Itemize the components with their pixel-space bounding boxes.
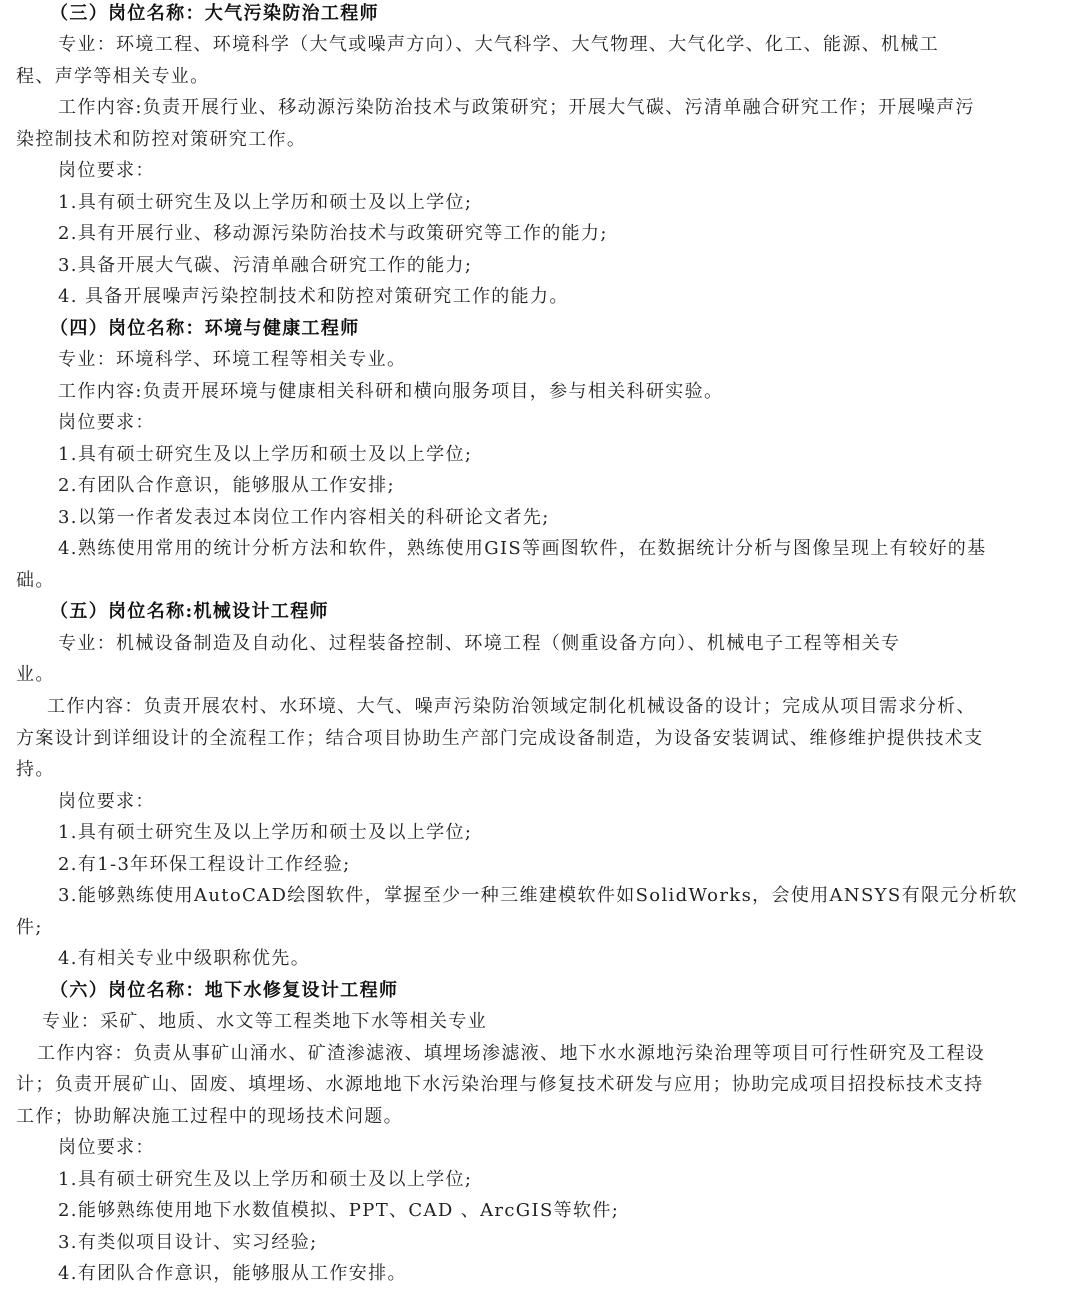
section-3-major-cont: 程、声学等相关专业。 xyxy=(16,66,210,87)
section-5-req-3: 3.能够熟练使用AutoCAD绘图软件，掌握至少一种三维建模软件如SolidWorks，会使用ANSYS有限元分析软 xyxy=(58,885,1018,906)
section-5-major: 专业：机械设备制造及自动化、过程装备控制、环境工程（侧重设备方向）、机械电子工程等相关专 xyxy=(58,633,901,654)
section-6-req-2: 2.能够熟练使用地下水数值模拟、PPT、CAD 、ArcGIS等软件; xyxy=(58,1200,620,1221)
section-3-duties-cont: 染控制技术和防控对策研究工作。 xyxy=(16,129,307,150)
section-6-duties: 工作内容：负责从事矿山涌水、矿渣渗滤液、填埋场渗滤液、地下水水源地污染治理等项目可行性研究及工程设 xyxy=(37,1043,986,1064)
section-6-req-4: 4.有团队合作意识，能够服从工作安排。 xyxy=(58,1263,407,1284)
section-6-req-3: 3.有类似项目设计、实习经验; xyxy=(58,1232,318,1253)
section-5-req-1: 1.具有硕士研究生及以上学历和硕士及以上学位; xyxy=(58,822,473,843)
section-5-duties-cont-1: 方案设计到详细设计的全流程工作；结合项目协助生产部门完成设备制造，为设备安装调试、维修维护提供技术支 xyxy=(16,728,984,749)
section-4-requirements-label: 岗位要求： xyxy=(58,412,155,433)
section-5-req-4: 4.有相关专业中级职称优先。 xyxy=(58,948,311,969)
section-3-major: 专业：环境工程、环境科学（大气或噪声方向）、大气科学、大气物理、大气化学、化工、能源、机械工 xyxy=(58,34,940,55)
section-3-req-2: 2.具有开展行业、移动源污染防治技术与政策研究等工作的能力; xyxy=(58,223,608,244)
section-4-heading: （四）岗位名称：环境与健康工程师 xyxy=(50,318,360,339)
section-6-major: 专业：采矿、地质、水文等工程类地下水等相关专业 xyxy=(42,1011,488,1032)
section-5-requirements-label: 岗位要求： xyxy=(58,791,155,812)
section-6-req-1: 1.具有硕士研究生及以上学历和硕士及以上学位; xyxy=(58,1169,473,1190)
section-3-req-4: 4. 具备开展噪声污染控制技术和防控对策研究工作的能力。 xyxy=(58,286,569,307)
section-3-duties: 工作内容:负责开展行业、移动源污染防治技术与政策研究；开展大气碳、污清单融合研究工作；开展噪声污 xyxy=(58,97,975,118)
section-4-req-1: 1.具有硕士研究生及以上学历和硕士及以上学位; xyxy=(58,444,473,465)
section-4-duties: 工作内容:负责开展环境与健康相关科研和横向服务项目，参与相关科研实验。 xyxy=(58,381,724,402)
section-5-req-2: 2.有1-3年环保工程设计工作经验; xyxy=(58,854,351,875)
section-3-req-1: 1.具有硕士研究生及以上学历和硕士及以上学位; xyxy=(58,192,473,213)
section-5-req-3-cont: 件; xyxy=(16,917,43,938)
section-3-heading: （三）岗位名称：大气污染防治工程师 xyxy=(50,3,379,24)
section-4-req-2: 2.有团队合作意识，能够服从工作安排; xyxy=(58,475,395,496)
section-6-duties-cont-2: 工作；协助解决施工过程中的现场技术问题。 xyxy=(16,1106,403,1127)
section-5-heading: （五）岗位名称:机械设计工程师 xyxy=(50,601,329,622)
section-4-req-4: 4.熟练使用常用的统计分析方法和软件，熟练使用GIS等画图软件，在数据统计分析与图像呈现上有较好的基 xyxy=(58,538,987,559)
section-3-requirements-label: 岗位要求： xyxy=(58,160,155,181)
section-4-major: 专业：环境科学、环境工程等相关专业。 xyxy=(58,349,407,370)
section-5-major-cont: 业。 xyxy=(16,664,55,685)
section-5-duties-cont-2: 持。 xyxy=(16,759,55,780)
section-6-requirements-label: 岗位要求： xyxy=(58,1137,155,1158)
section-3-req-3: 3.具备开展大气碳、污清单融合研究工作的能力; xyxy=(58,255,473,276)
section-4-req-3: 3.以第一作者发表过本岗位工作内容相关的科研论文者先; xyxy=(58,507,550,528)
section-4-req-4-cont: 础。 xyxy=(16,570,55,591)
section-5-duties: 工作内容：负责开展农村、水环境、大气、噪声污染防治领域定制化机械设备的设计；完成从项目需求分析、 xyxy=(47,696,976,717)
section-6-duties-cont-1: 计；负责开展矿山、固废、填埋场、水源地地下水污染治理与修复技术研发与应用；协助完成项目招投标技术支持 xyxy=(16,1074,984,1095)
section-6-heading: （六）岗位名称：地下水修复设计工程师 xyxy=(50,980,399,1001)
